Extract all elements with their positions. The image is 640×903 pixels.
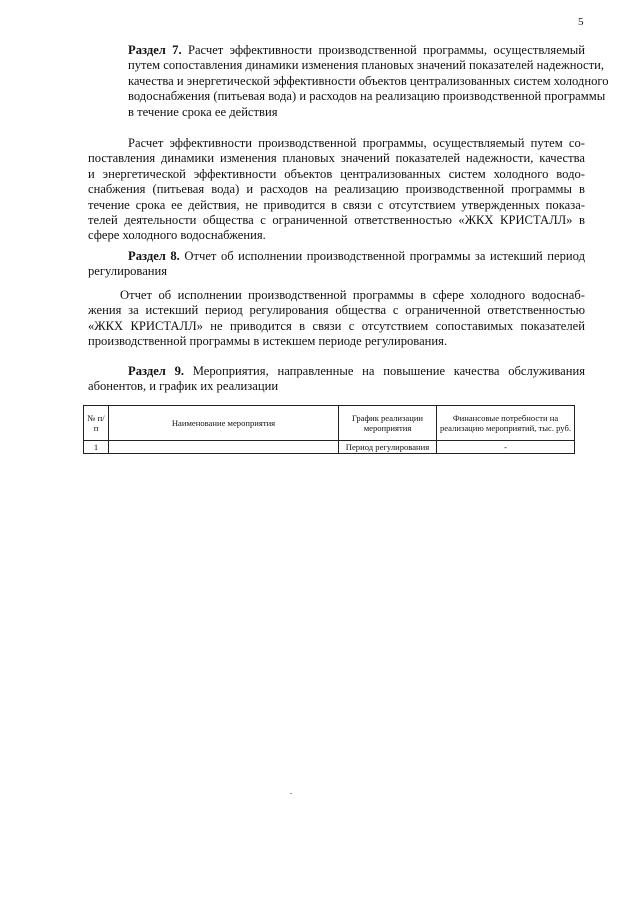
page-number: 5: [578, 16, 584, 28]
section-8-heading: Раздел 8. Отчет об исполнении производственной программы за истекший период регулирования: [88, 249, 586, 279]
cell-name: [109, 441, 339, 454]
section-7-body: Расчет эффективности производственной программы, осуществляемый путем со- поставления динамики изменения плановых значений показателей надежности, качества и энергетической эффективности объектов централизованных систем холодного водо- снабжения (питьевая вода) и расходов на реализацию производственной программы в течение срока ее действия, не приводится в связи с отсутствием утвержденных показа- телей деятельности общества с ограниченной ответственностью «ЖКХ КРИСТАЛЛ» в сфере холодного водоснабжения.: [88, 136, 585, 243]
cell-num: 1: [84, 441, 109, 454]
header-num: № п/п: [84, 406, 109, 441]
table-header-row: [84, 406, 575, 441]
section-9-heading: Раздел 9. Мероприятия, направленные на повышение качества обслуживания абонентов, и график их реализации: [88, 364, 585, 394]
header-schedule: График реализации мероприятия: [339, 406, 437, 441]
section-7-heading: Раздел 7. Расчет эффективности производственной программы, осуществляемый путем сопоставления динамики изменения плановых значений показателей надежности, качества и энергетической эффективности объектов централизованных систем холодного водоснабжения (питьевая вода) и расходов на реализацию производственной программы в течение срока ее действия: [128, 43, 609, 119]
cell-schedule: Период регулирования: [339, 441, 437, 454]
section-7-label: Раздел 7.: [128, 43, 182, 57]
table-row: [84, 441, 575, 454]
section-9-label: Раздел 9.: [128, 364, 185, 378]
measures-table: [83, 405, 575, 454]
header-name: Наименование мероприятия: [109, 406, 339, 441]
section-8-body: Отчет об исполнении производственной программы в сфере холодного водоснаб- жения за истекший период регулирования общества с ограниченной ответственностью «ЖКХ КРИСТАЛЛ» не приводится в связи с отсутствием сопоставимых показателей производственной программы в истекшем периоде регулирования.: [88, 288, 585, 349]
header-finance: Финансовые потребности на реализацию мероприятий, тыс. руб.: [437, 406, 575, 441]
scan-speck: [290, 793, 292, 794]
cell-finance: -: [437, 441, 575, 454]
section-8-label: Раздел 8.: [128, 249, 180, 263]
